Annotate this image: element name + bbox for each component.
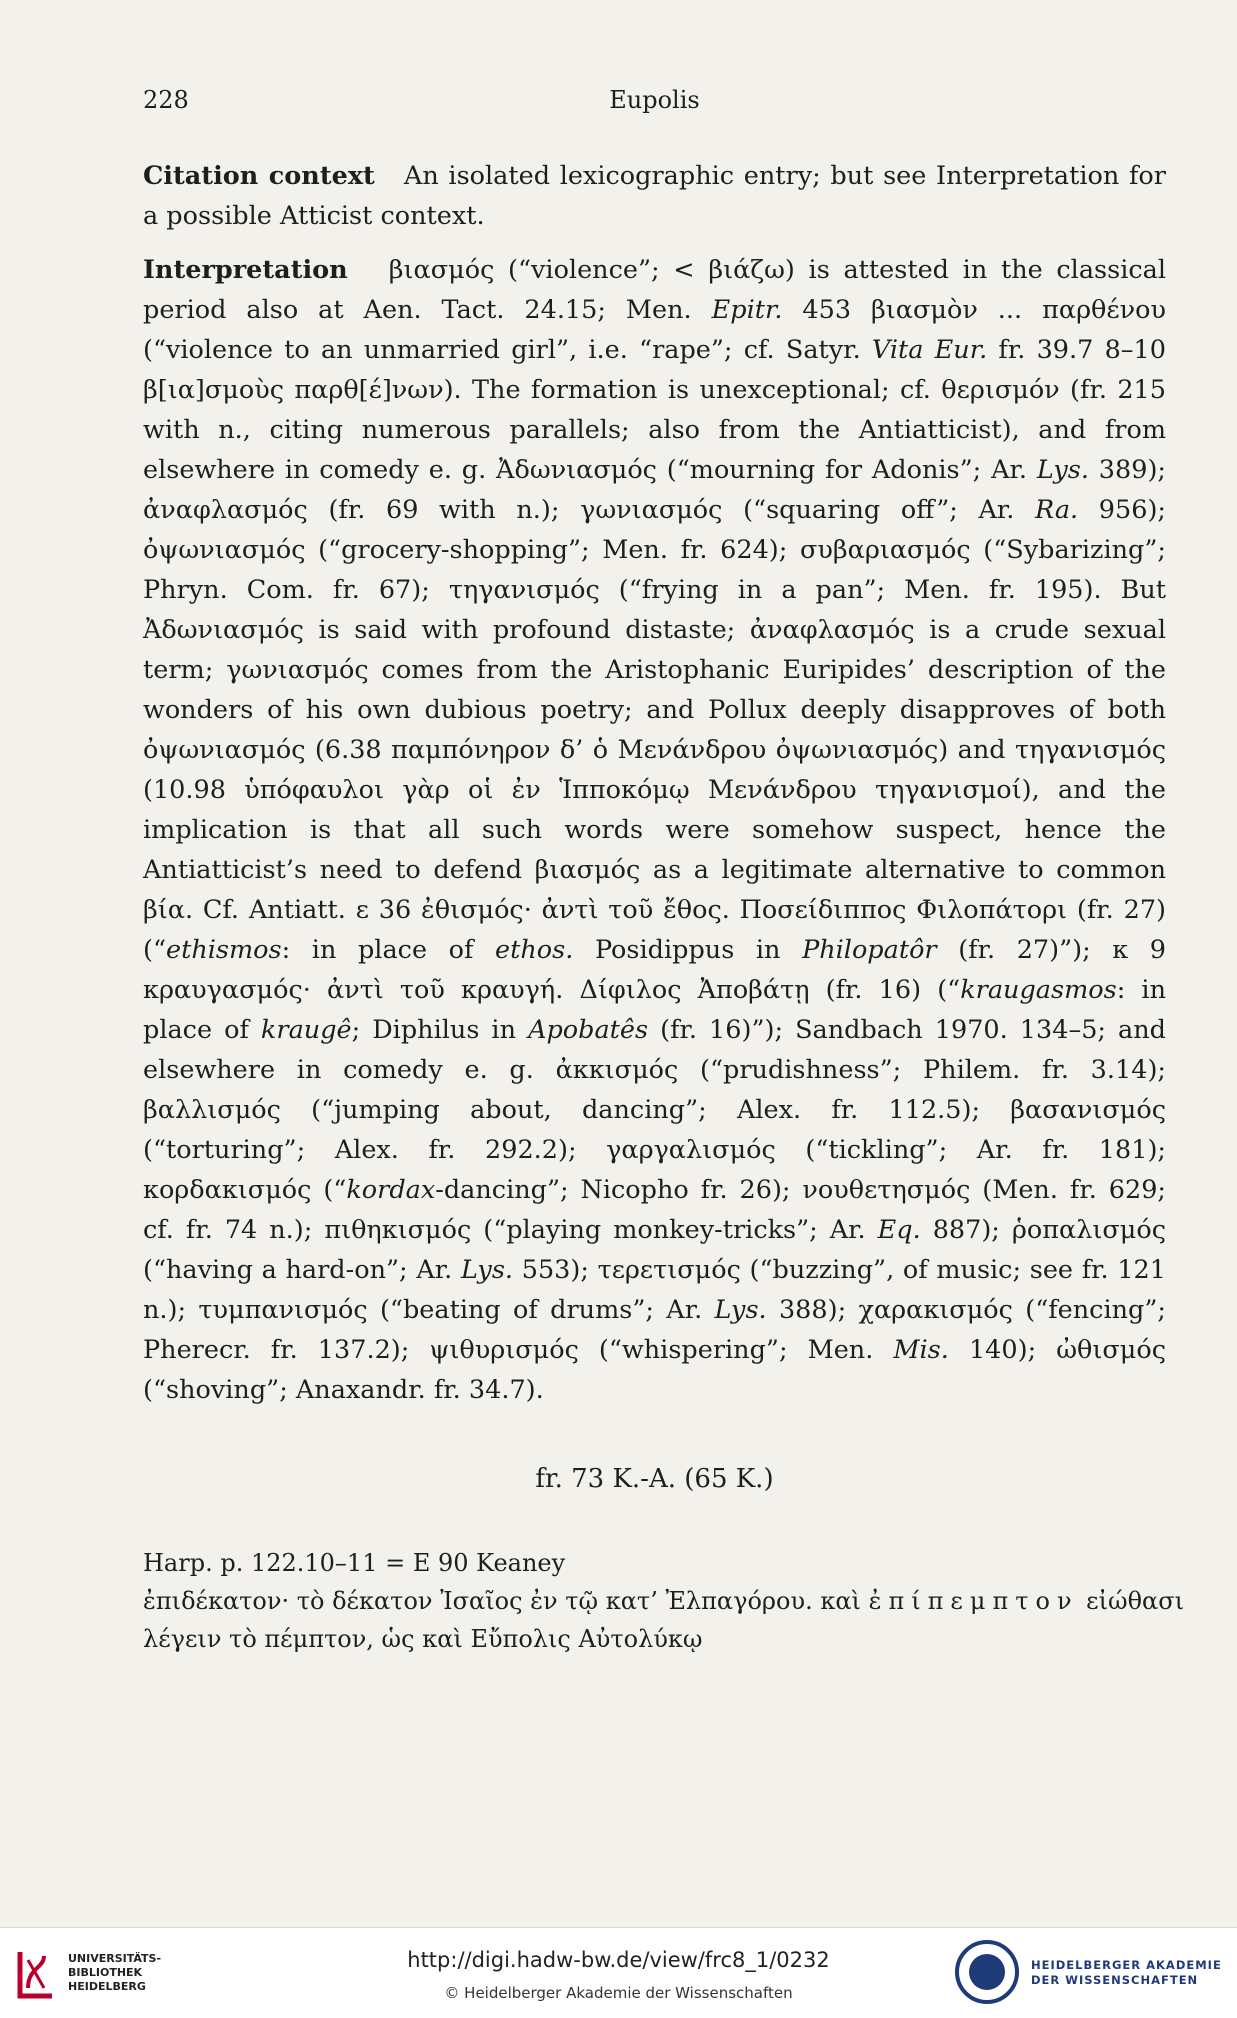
fragment-text-line-1 <box>143 1582 1185 1620</box>
italic-run: Mis. <box>893 1335 949 1365</box>
page-header <box>143 86 1166 126</box>
italic-run: Philopatôr <box>802 935 937 965</box>
italic-run: ethismos <box>166 935 282 965</box>
italic-run: Epitr. <box>711 295 783 325</box>
text-run: fr. 39.7 8–10 β[ια]σμοὺς παρθ[έ]νων). The formation is unexceptional; cf. θερισμόν (fr. 215 with n., citing numerous parallels; also from the Antiatticist), and from elsewhere in comedy e. g. Ἀδωνιασμός (“mourning for Adonis”; Ar. <box>143 335 1166 485</box>
running-title: Eupolis <box>609 86 700 114</box>
text-run: βιασμός (“violence”; < βιάζω) is attested in the classical period also at Aen. Tact. 24.15; Men. <box>143 255 1166 325</box>
fragment-title: fr. 73 K.-A. (65 K.) <box>535 1464 774 1494</box>
italic-run: Lys. <box>1036 455 1089 485</box>
fragment-spaced-word: ἐπίπεμπτον <box>868 1587 1079 1615</box>
fragment-source: Harp. p. 122.10–11 = E 90 Keaney <box>143 1549 566 1577</box>
commentary-body <box>143 156 1166 1424</box>
italic-run: Lys. <box>714 1295 767 1325</box>
fragment-block <box>143 1544 1185 1658</box>
italic-run: kraugasmos <box>960 975 1117 1005</box>
permalink-url[interactable]: http://digi.hadw-bw.de/view/frc8_1/0232 <box>407 1948 830 1972</box>
library-name-line: UNIVERSITÄTS- <box>68 1952 162 1965</box>
italic-run: Ra. <box>1035 495 1079 525</box>
academy-name-line: DER WISSENSCHAFTEN <box>1031 1973 1199 1987</box>
text-run: 453 βιασμὸν ... παρθένου (“violence to an unmarried girl”, i.e. “rape”; cf. Satyr. <box>143 295 1166 365</box>
italic-run: kraugê <box>260 1015 352 1045</box>
text-run: 553); τερετισμός (“buzzing”, of music; see fr. 121 n.); τυμπανισμός (“beating of drums”; Ar. <box>143 1255 1166 1325</box>
academy-name <box>1031 1958 1222 1988</box>
italic-run: Apobatês <box>528 1015 649 1045</box>
interpretation-heading: Interpretation <box>143 255 348 285</box>
academy-logo <box>955 1938 1225 2008</box>
italic-run: kordax <box>346 1175 436 1205</box>
text-run: 140); ὠθισμός (“shoving”; Anaxandr. fr. 34.7). <box>143 1335 1166 1405</box>
academy-seal-icon <box>955 1940 1019 2004</box>
text-run: 887); ῥοπαλισμός (“having a hard-on”; Ar. <box>143 1215 1166 1285</box>
text-run: -dancing”; Nicopho fr. 26); νουθετησμός (Men. fr. 629; cf. fr. 74 n.); πιθηκισμός (“playing monkey-tricks”; Ar. <box>143 1175 1167 1245</box>
text-run: (fr. 27)”); κ 9 κραυγασμός· ἀντὶ τοῦ κραυγή. Δίφιλος Ἀποβάτῃ (fr. 16) (“ <box>143 935 1167 1005</box>
fragment-text-part: ἐπιδέκατον· τὸ δέκατον Ἰσαῖος ἐν τῷ κατ’ Ἐλπαγόρου. καὶ <box>143 1587 869 1615</box>
text-run: Posidippus in <box>573 935 803 965</box>
library-name-line: HEIDELBERG <box>68 1980 146 1993</box>
text-run: 389); ἀναφλασμός (fr. 69 with n.); γωνιασμός (“squaring off”; Ar. <box>143 455 1166 525</box>
italic-run: Eq. <box>877 1215 921 1245</box>
text-run: : in place of <box>281 935 496 965</box>
text-run: : in place of <box>143 975 1166 1045</box>
fragment-text-line-2: λέγειν τὸ πέμπτον, ὡς καὶ Εὔπολις Αὐτολύκῳ <box>143 1625 703 1653</box>
citation-context-paragraph <box>143 156 1166 236</box>
page-number: 228 <box>143 86 189 114</box>
citation-context-text: An isolated lexicographic entry; but see Interpretation for a possible Atticist context. <box>143 161 1166 231</box>
italic-run: Lys. <box>460 1255 514 1285</box>
text-run: (fr. 16)”); Sandbach 1970. 134–5; and elsewhere in comedy e. g. ἀκκισμός (“prudishness”; Philem. fr. 3.14); βαλλισμός (“jumping about, dancing”; Alex. fr. 112.5); βασανισμός (“torturing”; Alex. fr. 292.2); γαργαλισμός (“tickling”; Ar. fr. 181); κορδακισμός (“ <box>143 1015 1167 1205</box>
italic-run: Vita Eur. <box>871 335 988 365</box>
library-name-line: BIBLIOTHEK <box>68 1966 143 1979</box>
italic-run: ethos. <box>495 935 574 965</box>
interpretation-text <box>143 255 1166 1405</box>
academy-name-line: HEIDELBERGER AKADEMIE <box>1031 1958 1222 1972</box>
copyright-notice: © Heidelberger Akademie der Wissenschaften <box>444 1984 793 2002</box>
fragment-text-part: εἰώθασι <box>1078 1587 1185 1615</box>
interpretation-paragraph <box>143 250 1166 1410</box>
text-run: 388); χαρακισμός (“fencing”; Pherecr. fr. 137.2); ψιθυρισμός (“whispering”; Men. <box>143 1295 1166 1365</box>
text-run: ; Diphilus in <box>351 1015 529 1045</box>
page-footer <box>0 1927 1237 2018</box>
text-run: 956); ὀψωνιασμός (“grocery-shopping”; Men. fr. 624); συβαριασμός (“Sybarizing”; Phryn. Com. fr. 67); τηγανισμός (“frying in a pan”; Men. fr. 195). But Ἀδωνιασμός is said with profound distaste; ἀναφλασμός is a crude sexual term; γωνιασμός comes from the Aristophanic Euripides’ description of the wonders of his own dubious poetry; and Pollux deeply disapproves of both ὀψωνιασμός (6.38 παμπόνηρον δ’ ὁ Μενάνδρου ὀψωνιασμός) and τηγανισμός (10.98 ὑπόφαυλοι γὰρ οἱ ἐν Ἱπποκόμῳ Μενάνδρου τηγανισμοί), and the implication is that all such words were somehow suspect, hence the Antiatticist’s need to defend βιασμός as a legitimate alternative to common βία. Cf. Antiatt. ε 36 ἐθισμός· ἀντὶ τοῦ ἔθος. Ποσείδιππος Φιλοπάτορι (fr. 27) (“ <box>143 495 1166 965</box>
citation-context-heading: Citation context <box>143 161 375 191</box>
